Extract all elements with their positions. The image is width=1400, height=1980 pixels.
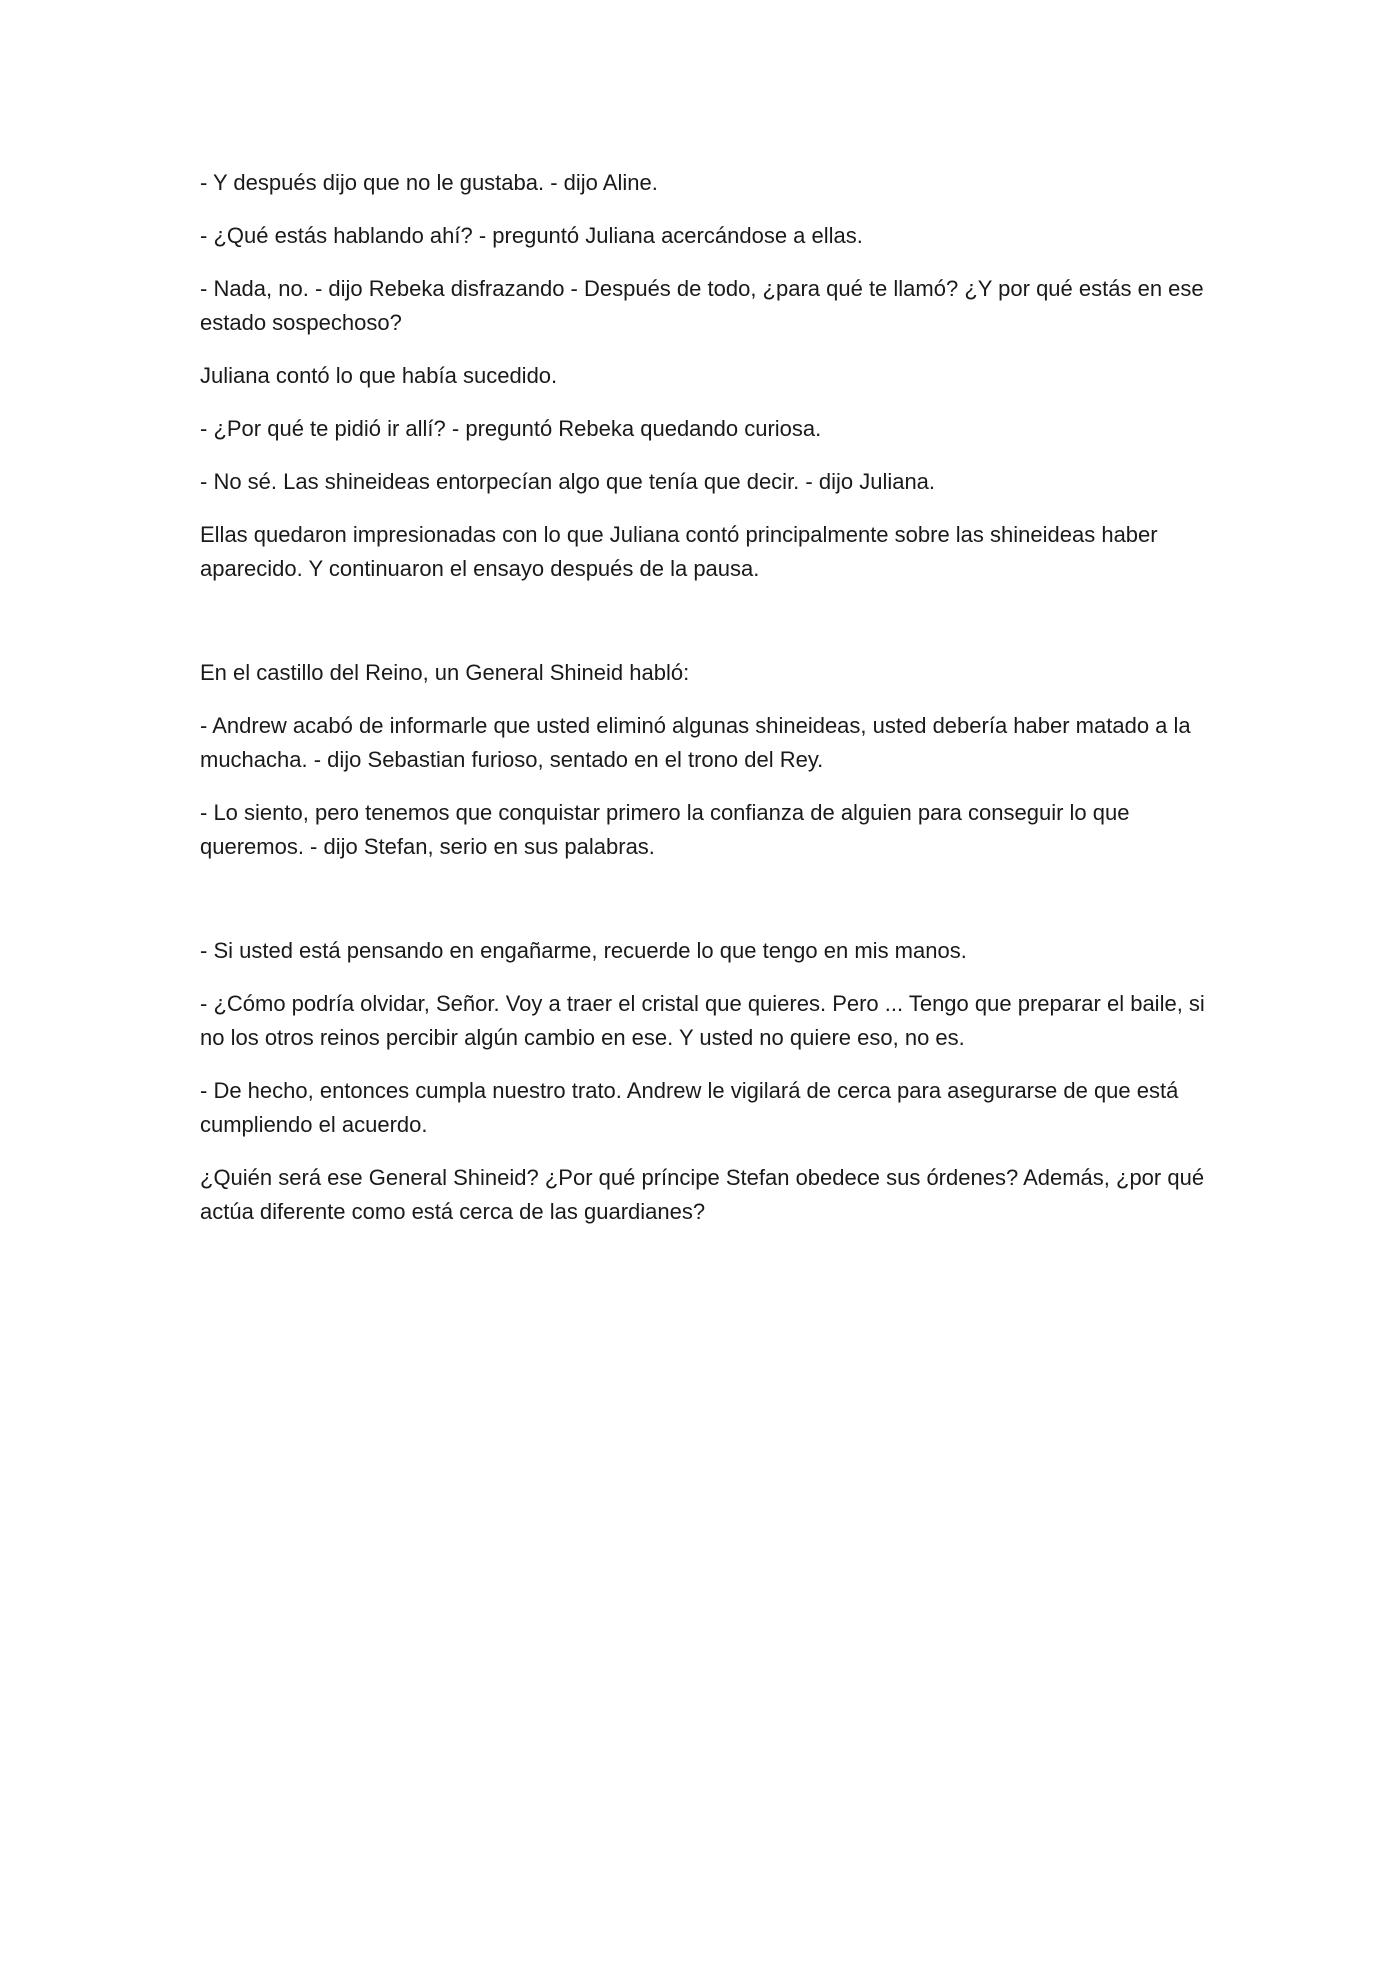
paragraph-4: Juliana contó lo que había sucedido. [200,363,558,388]
paragraph-8: En el castillo del Reino, un General Shineid habló: [200,660,690,685]
paragraph-12: - ¿Cómo podría olvidar, Señor. Voy a traer el cristal que quieres. Pero ... Tengo que preparar el baile, si no los otros reinos percibir algún cambio en ese. Y usted no quiere eso, no es. [200,991,1205,1050]
paragraph-1: - Y después dijo que no le gustaba. - dijo Aline. [200,170,658,195]
paragraph-5: - ¿Por qué te pidió ir allí? - preguntó Rebeka quedando curiosa. [200,416,822,441]
paragraph-14: ¿Quién será ese General Shineid? ¿Por qué príncipe Stefan obedece sus órdenes? Además, ¿por qué actúa diferente como está cerca de las guardianes? [200,1165,1205,1224]
paragraph-6: - No sé. Las shineideas entorpecían algo que tenía que decir. - dijo Juliana. [200,469,936,494]
paragraph-9: - Andrew acabó de informarle que usted eliminó algunas shineideas, usted debería haber matado a la muchacha. - dijo Sebastian furioso, sentado en el trono del Rey. [200,713,1191,772]
paragraph-11: - Si usted está pensando en engañarme, recuerde lo que tengo en mis manos. [200,938,967,963]
document-body [200,166,1210,1248]
paragraph-3: - Nada, no. - dijo Rebeka disfrazando - Después de todo, ¿para qué te llamó? ¿Y por qué estás en ese estado sospechoso? [200,276,1204,335]
paragraph-10: - Lo siento, pero tenemos que conquistar primero la confianza de alguien para conseguir lo que queremos. - dijo Stefan, serio en sus palabras. [200,800,1130,859]
paragraph-13: - De hecho, entonces cumpla nuestro trato. Andrew le vigilará de cerca para asegurarse de que está cumpliendo el acuerdo. [200,1078,1179,1137]
paragraph-7: Ellas quedaron impresionadas con lo que Juliana contó principalmente sobre las shineideas haber aparecido. Y continuaron el ensayo después de la pausa. [200,522,1158,581]
paragraph-2: - ¿Qué estás hablando ahí? - preguntó Juliana acercándose a ellas. [200,223,863,248]
